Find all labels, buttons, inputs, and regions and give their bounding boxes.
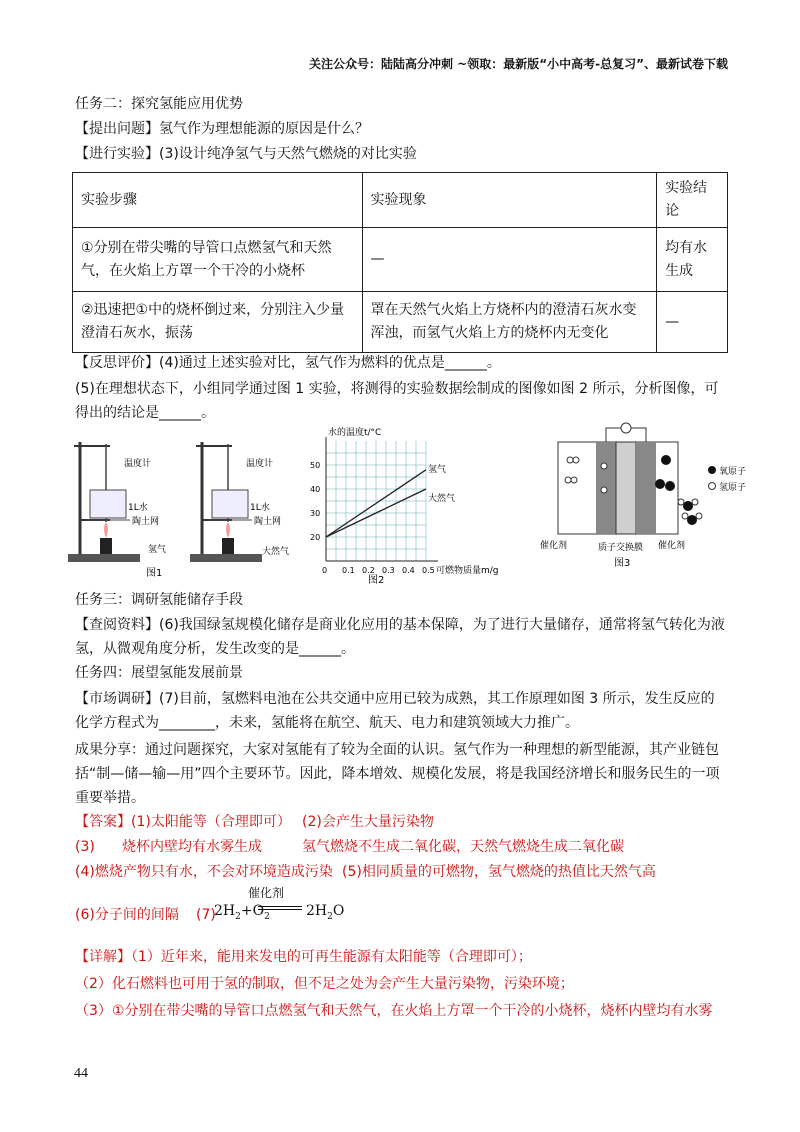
question-experiment: 【进行实验】(3)设计纯净氢气与天然气燃烧的对比实验: [75, 146, 417, 162]
question-6: 【查阅资料】(6)我国绿氢规模化储存是商业化应用的基本保障，为了进行大量储存，通常将氢气转化为液氢，从微观角度分析，发生改变的是______。: [75, 617, 725, 657]
figure-2-caption: 图2: [368, 575, 385, 585]
catalyst-left-label: 催化剂: [540, 541, 568, 551]
chart-ylabel: 水的温度t/°C: [328, 428, 382, 438]
answer-6: (6)分子间的间隔: [75, 907, 179, 923]
gas-label: 氢气: [148, 545, 167, 555]
table-header-cell: 实验结论: [657, 173, 728, 228]
membrane-label: 质子交换膜: [598, 543, 644, 553]
y-tick-label: 30: [310, 509, 321, 518]
table-header-cell: 实验步骤: [73, 173, 363, 228]
thermometer-label: 温度计: [246, 459, 274, 469]
table-header-cell: 实验现象: [362, 173, 657, 228]
detail-3: （3）①分别在带尖嘴的导管口点燃氢气和天然气，在火焰上方罩一个干冷的小烧杯，烧杯内壁均有水雾: [75, 1003, 713, 1019]
legend-oxygen: 氧原子: [719, 467, 747, 477]
proton-exchange-membrane: [616, 442, 636, 534]
y-tick-label: 20: [310, 533, 321, 542]
apparatus-natural-gas: [190, 442, 289, 562]
figure-2-chart: [308, 425, 508, 585]
figure-1-caption: 图1: [146, 568, 163, 579]
x-tick-label: 0.5: [422, 566, 435, 575]
table-cell: ②迅速把①中的烧杯倒过来，分别注入少量澄清石灰水，振荡: [73, 292, 363, 353]
thermometer-label: 温度计: [124, 459, 152, 469]
gauze-label: 陶土网: [132, 517, 160, 527]
chart-grid: [326, 441, 426, 561]
question-7: 【市场调研】(7)目前，氢燃料电池在公共交通中应用已较为成熟，其工作原理如图 3 所示，发生反应的化学方程式为________，未来，氢能将在航空、航天、电力和建筑领域大力推广。: [75, 691, 715, 731]
gauze-label: 陶土网: [254, 517, 282, 527]
answer-7-label: (7): [196, 907, 216, 923]
figure-3: [538, 420, 748, 580]
x-tick-label: 0: [322, 566, 328, 575]
detail-2: （2）化石燃料也可用于氢的制取，但不足之处为会产生大量污染物，污染环境；: [75, 976, 574, 992]
task3-title: 任务三：调研氢能储存手段: [75, 592, 243, 608]
oxygen-atom-legend-icon: [708, 466, 716, 474]
equation-condition: 催化剂: [248, 886, 285, 900]
x-tick-label: 0.1: [342, 566, 355, 575]
question-raise: 【提出问题】氢气作为理想能源的原因是什么？: [75, 121, 369, 137]
question-4: 【反思评价】(4)通过上述实验对比，氢气作为燃料的优点是______。: [75, 355, 501, 371]
hydrogen-atom-legend-icon: [709, 483, 716, 490]
page-header: 关注公众号：陆陆高分冲刺 ~领取：最新版“小中高考-总复习”、最新试卷下载: [309, 57, 728, 71]
answer-3-part2: 氢气燃烧不生成二氧化碳，天然气燃烧生成二氧化碳: [302, 839, 624, 855]
series-label: 氢气: [428, 464, 447, 475]
table-row: [73, 228, 728, 292]
experiment-table: [72, 172, 728, 353]
task2-title: 任务二：探究氢能应用优势: [75, 96, 243, 112]
detail-1: 【详解】（1）近年来，能用来发电的可再生能源有太阳能等（合理即可）；: [75, 949, 532, 965]
water-label: 1L水: [128, 503, 148, 513]
series-label: 大然气: [428, 494, 456, 504]
figure-3-caption: 图3: [614, 558, 631, 569]
summary: 成果分享：通过问题探究，大家对氢能有了较为全面的认识。氢气作为一种理想的新型能源，其产业链包括“制—储—输—用”四个主要环节。因此，降本增效、规模化发展，将是我国经济增长和服务民生的一项重要举措。: [75, 742, 720, 806]
legend-hydrogen: 氢原子: [719, 483, 747, 493]
catalyst-right-label: 催化剂: [658, 541, 686, 551]
page-number: 44: [74, 1066, 88, 1081]
question-5: (5)在理想状态下，小组同学通过图 1 实验，将测得的实验数据绘制成的图像如图 2 所示，分析图像，可得出的结论是______。: [75, 381, 719, 421]
figure-1: [68, 432, 308, 582]
answer-4: (4)燃烧产物只有水，不会对环境造成污染: [75, 864, 333, 880]
table-cell: 罩在天然气火焰上方烧杯内的澄清石灰水变浑浊，而氢气火焰上方的烧杯内无变化: [362, 292, 657, 353]
table-cell: —: [657, 292, 728, 353]
apparatus-hydrogen: [68, 442, 166, 579]
task4-title: 任务四：展望氢能发展前景: [75, 665, 243, 681]
answer-2: (2)会产生大量污染物: [302, 814, 434, 830]
table-cell: 均有水生成: [657, 228, 728, 292]
chart-xlabel: 可燃物质量m/g: [436, 566, 499, 576]
answer-5: (5)相同质量的可燃物，氢气燃烧的热值比天然气高: [342, 864, 656, 880]
x-tick-label: 0.4: [402, 566, 415, 575]
table-header-row: [73, 173, 728, 228]
x-tick-label: 0.2: [362, 566, 375, 575]
gas-label: 大然气: [262, 547, 290, 557]
y-tick-label: 50: [310, 461, 321, 470]
right-catalyst-layer: [636, 442, 656, 534]
table-cell: ①分别在带尖嘴的导管口点燃氢气和天然气，在火焰上方罩一个干冷的小烧杯: [73, 228, 363, 292]
answer-1: 【答案】(1)太阳能等（合理即可）: [75, 814, 291, 830]
water-label: 1L水: [250, 503, 270, 513]
table-row: [73, 292, 728, 353]
x-tick-label: 0.3: [382, 566, 395, 575]
y-tick-label: 40: [310, 485, 321, 494]
table-cell: —: [362, 228, 657, 292]
answer-3-label: (3): [75, 839, 95, 855]
answer-3-part1: 烧杯内壁均有水雾生成: [122, 839, 262, 855]
